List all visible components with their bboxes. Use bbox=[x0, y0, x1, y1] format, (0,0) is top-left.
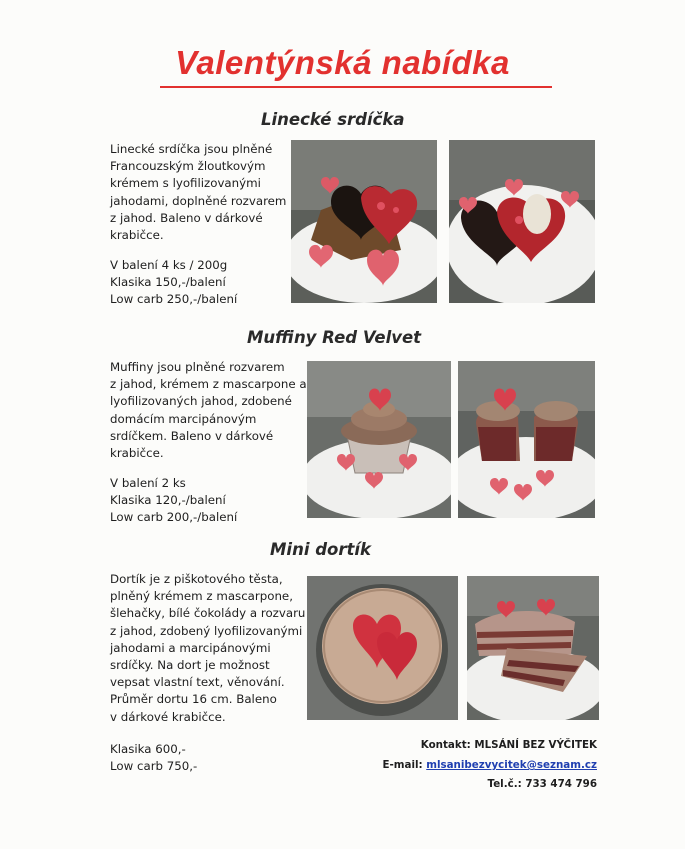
muffin-cut-photo bbox=[458, 361, 595, 518]
section-prices-linecke: V balení 4 ks / 200g Klasika 150,-/balení Low carb 250,-/balení bbox=[110, 258, 238, 307]
section-heading-muffiny: Muffiny Red Velvet bbox=[247, 328, 422, 347]
section-heading-mini-dortik: Mini dortík bbox=[270, 540, 372, 559]
linzer-hearts-photo bbox=[291, 140, 437, 303]
mini-cake-photo bbox=[307, 576, 458, 720]
page-title: Valentýnská nabídka bbox=[175, 44, 510, 81]
linzer-hearts-plate-photo bbox=[449, 140, 595, 303]
mini-cake-slice-photo bbox=[467, 576, 599, 720]
title-underline bbox=[160, 86, 552, 88]
email-link[interactable]: mlsanibezvycitek@seznam.cz bbox=[426, 759, 597, 771]
contact-line: Kontakt: MLSÁNÍ BEZ VÝČITEK bbox=[420, 739, 597, 751]
section-description-mini-dortik: Dortík je z piškotového těsta, plněný krémem z mascarpone, šlehačky, bílé čokolády a rozvaru z jahod, zdobený lyofilizovanými jahodami a marcipánovými srdíčky. Na dort je možnost vepsat vlastní text, věnování. Průměr dortu 16 cm. Baleno v dárkové krabičce. bbox=[110, 572, 306, 724]
contact-email-row bbox=[382, 759, 597, 771]
email-label: E-mail: bbox=[382, 759, 427, 771]
section-prices-mini-dortik: Klasika 600,- Low carb 750,- bbox=[110, 742, 198, 774]
section-prices-muffiny: V balení 2 ks Klasika 120,-/balení Low carb 200,-/balení bbox=[110, 476, 238, 525]
section-description-muffiny: Muffiny jsou plněné rozvarem z jahod, krémem z mascarpone a lyofilizovaných jahod, zdobené domácím marcipánovým srdíčkem. Baleno v dárkové krabičce. bbox=[110, 360, 307, 461]
muffin-photo bbox=[307, 361, 451, 518]
contact-phone: Tel.č.: 733 474 796 bbox=[487, 778, 597, 790]
section-description-linecke: Linecké srdíčka jsou plněné Francouzským žloutkovým krémem s lyofilizovanými jahodami, doplněné rozvarem z jahod. Baleno v dárkové krabičce. bbox=[110, 142, 287, 243]
section-heading-linecke: Linecké srdíčka bbox=[261, 110, 405, 129]
